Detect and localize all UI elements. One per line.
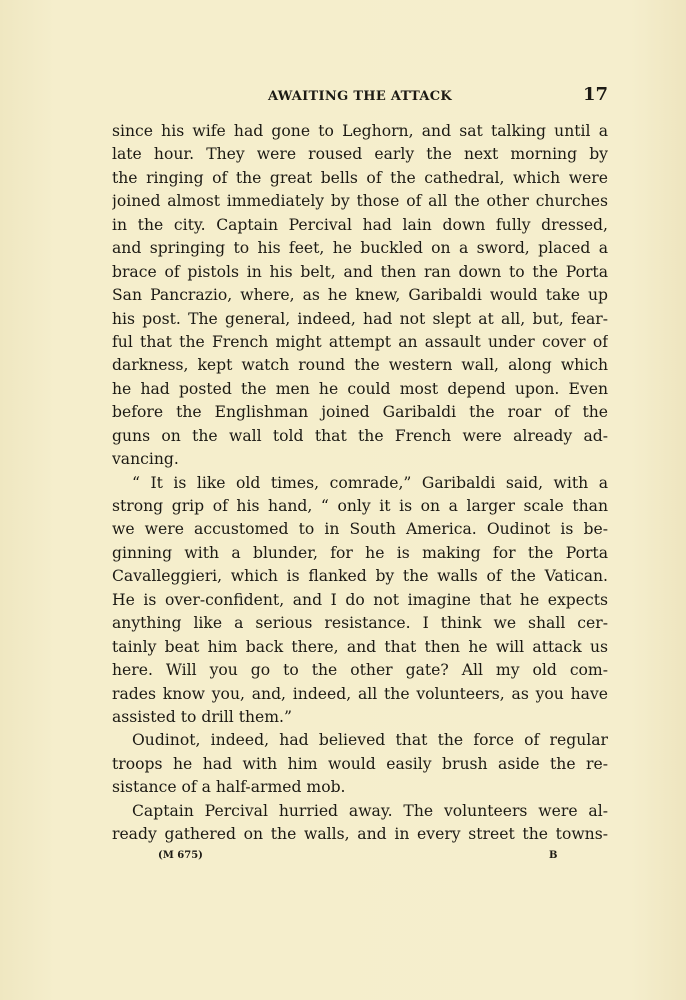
text-line: ready gathered on the walls, and in every street the towns- — [112, 825, 608, 844]
text-line: “ It is like old times, comrade,” Garibaldi said, with a — [132, 473, 608, 492]
text-line: here. Will you go to the other gate? All my old com- — [112, 661, 608, 680]
text-line: the ringing of the great bells of the cathedral, which were — [112, 168, 608, 187]
text-line: anything like a serious resistance. I think we shall cer- — [112, 614, 608, 633]
text-line: his post. The general, indeed, had not slept at all, but, fear- — [112, 309, 608, 328]
text-line: San Pancrazio, where, as he knew, Garibaldi would take up — [112, 286, 608, 305]
text-line: before the Englishman joined Garibaldi the roar of the — [112, 403, 608, 422]
text-line: guns on the wall told that the French were already ad- — [112, 426, 608, 445]
text-line: since his wife had gone to Leghorn, and sat talking until a — [112, 122, 608, 140]
text-line: Captain Percival hurried away. The volunteers were al- — [132, 801, 608, 820]
printer-signature: (M 675) — [158, 850, 203, 861]
text-line: ful that the French might attempt an assault under cover of — [112, 332, 608, 351]
text-line: in the city. Captain Percival had lain down fully dressed, — [112, 215, 608, 234]
text-line: rades know you, and, indeed, all the volunteers, as you have — [112, 684, 608, 703]
body-text — [112, 120, 608, 847]
sheet-signature-letter: B — [549, 850, 558, 861]
text-line: he had posted the men he could most depend upon. Even — [112, 379, 608, 398]
text-line: Cavalleggieri, which is flanked by the walls of the Vatican. — [112, 567, 608, 586]
text-line: strong grip of his hand, “ only it is on a larger scale than — [112, 497, 608, 515]
page-number: 17 — [582, 84, 608, 105]
text-line: He is over-confident, and I do not imagine that he expects — [112, 590, 608, 609]
text-line: ginning with a blunder, for he is making for the Porta — [112, 543, 608, 562]
text-line: and springing to his feet, he buckled on a sword, placed a — [112, 239, 608, 258]
text-line: sistance of a half-armed mob. — [112, 778, 346, 797]
text-line: troops he had with him would easily brush aside the re- — [112, 754, 608, 773]
text-line: we were accustomed to in South America. Oudinot is be- — [112, 520, 608, 539]
page-footer — [112, 850, 608, 866]
text-line: late hour. They were roused early the next morning by — [112, 145, 608, 164]
running-head — [112, 84, 608, 110]
text-line: vancing. — [112, 450, 179, 469]
text-line: brace of pistols in his belt, and then ran down to the Porta — [112, 262, 608, 281]
running-title: AWAITING THE ATTACK — [267, 89, 452, 104]
text-line: darkness, kept watch round the western wall, along which — [112, 356, 608, 375]
text-line: joined almost immediately by those of all the other churches — [112, 192, 608, 211]
text-line: Oudinot, indeed, had believed that the force of regular — [132, 731, 608, 750]
text-line: tainly beat him back there, and that then he will attack us — [112, 637, 608, 656]
text-line: assisted to drill them.” — [112, 707, 292, 726]
